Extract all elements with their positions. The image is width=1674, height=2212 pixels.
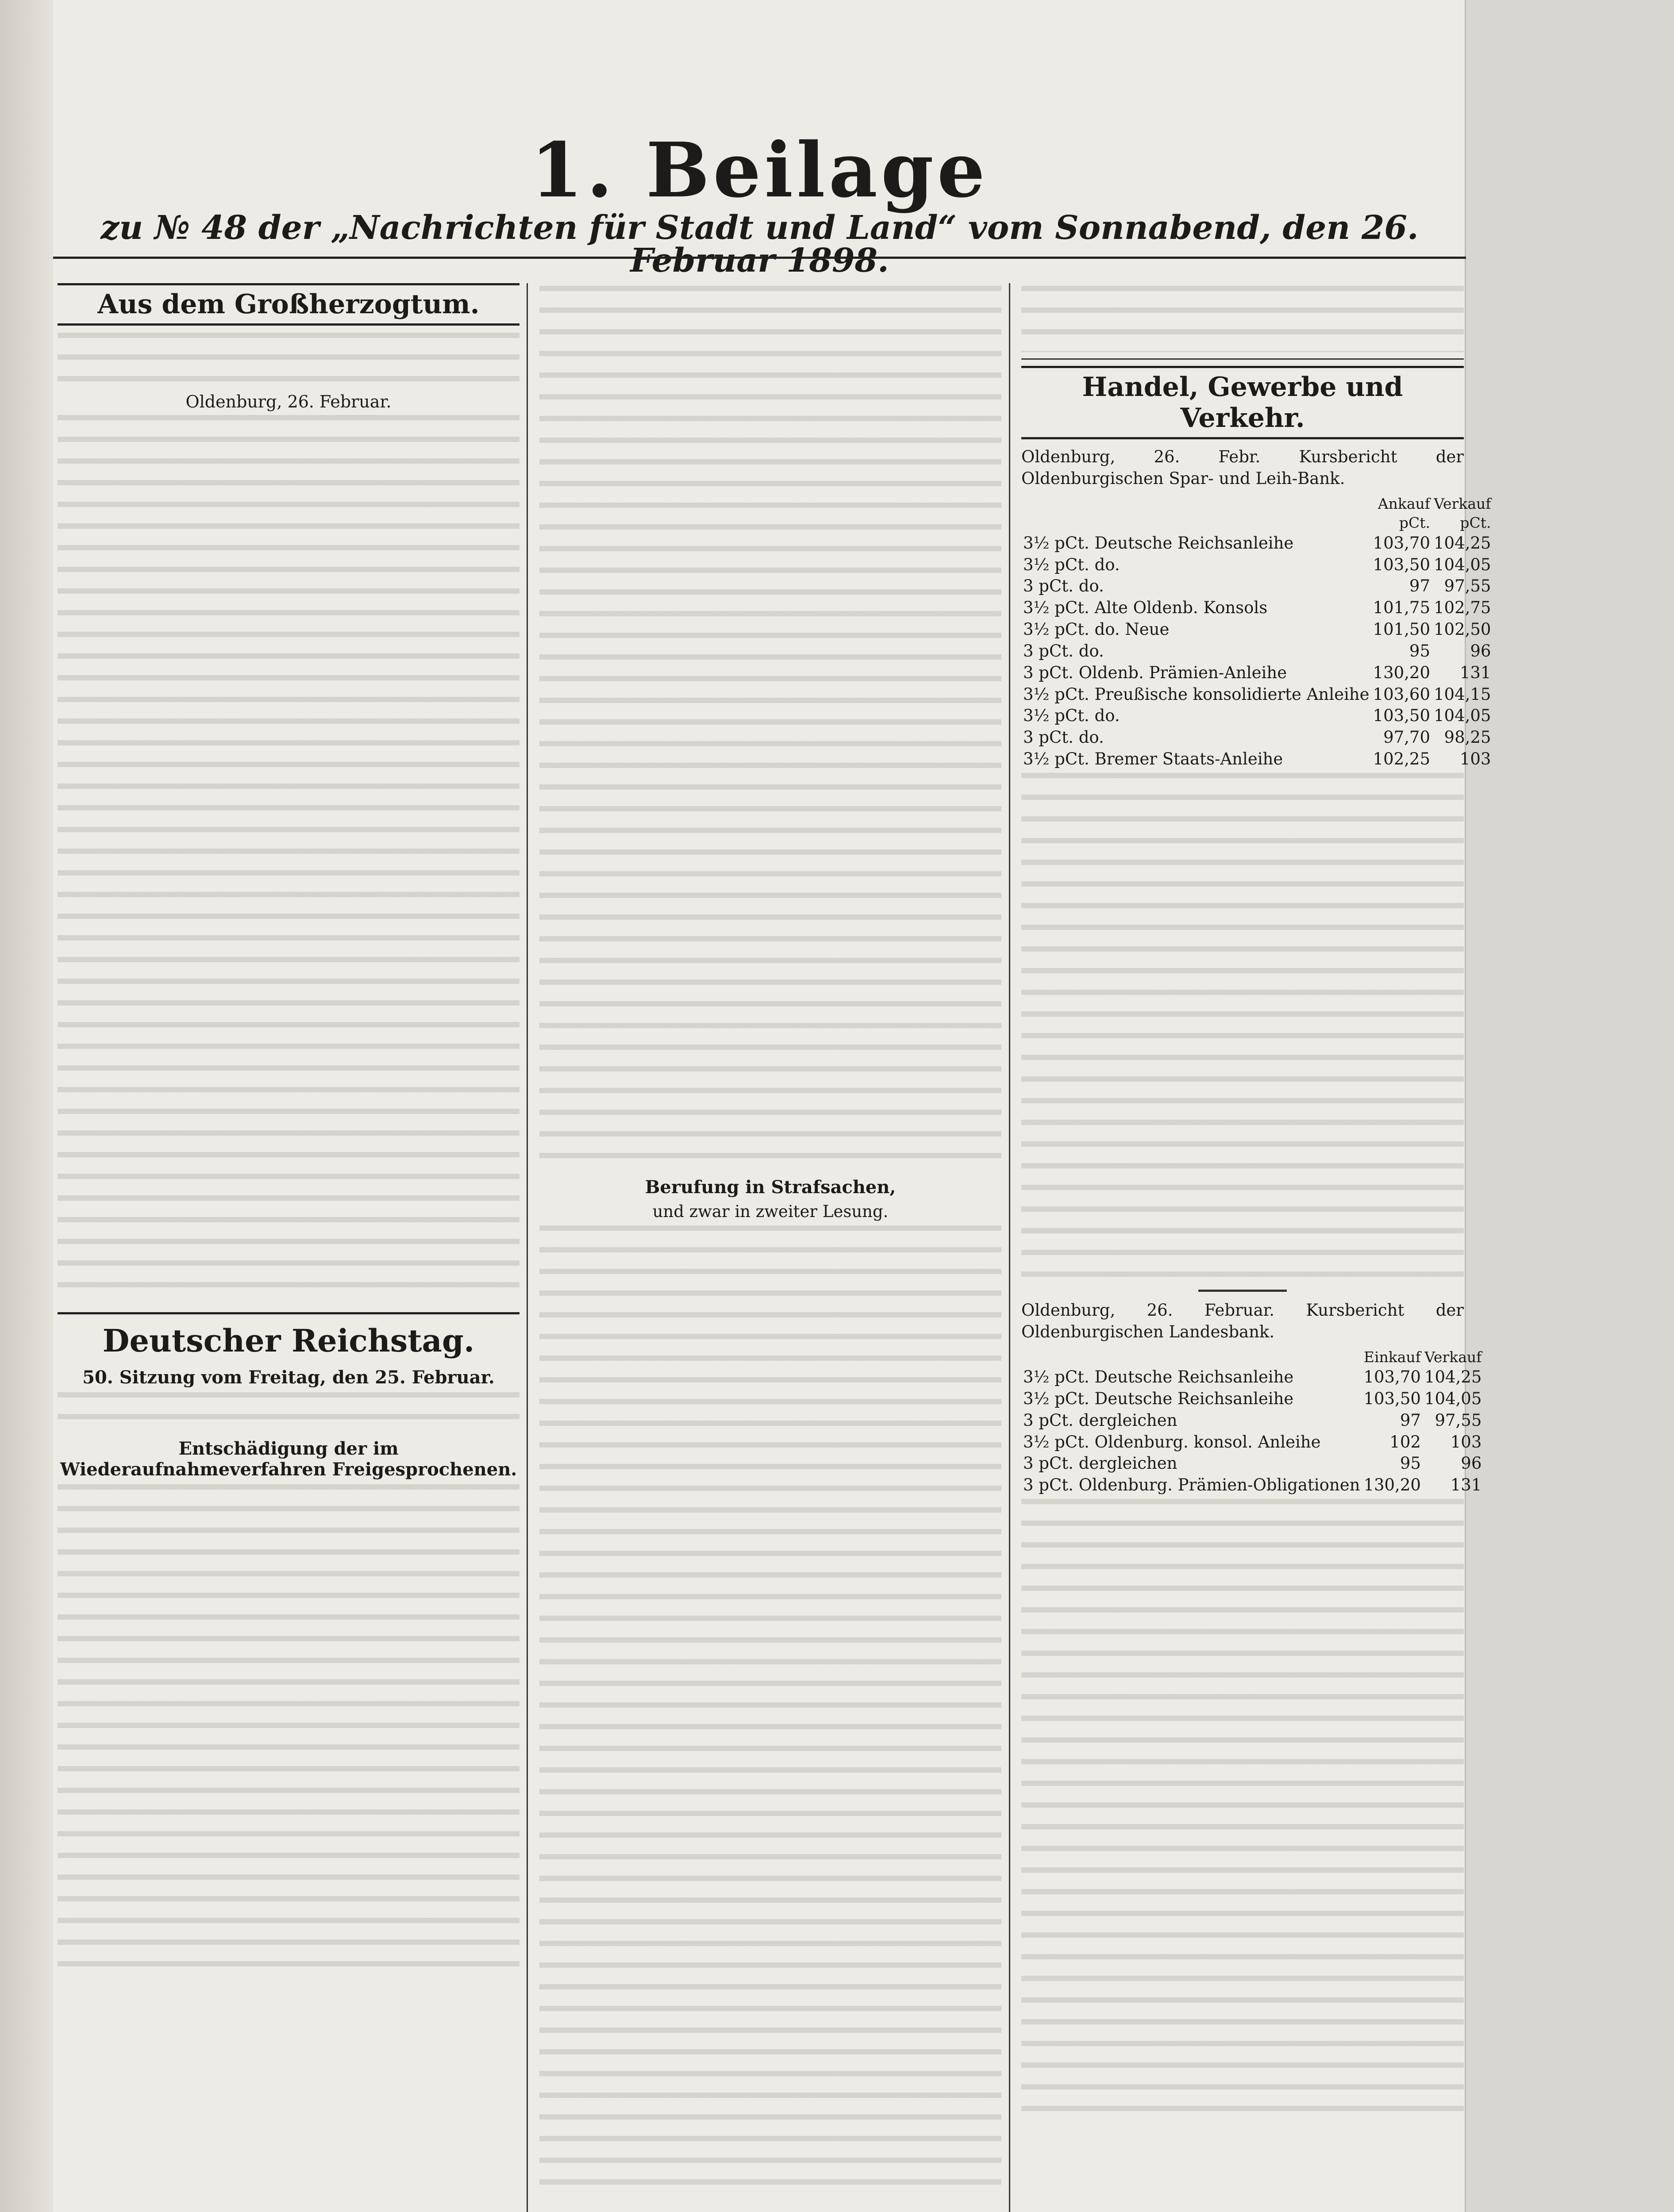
section-title-grossherzogtum: Aus dem Großherzogtum. <box>58 283 520 326</box>
text-block <box>1021 286 1464 352</box>
unit-label: pCt. <box>1399 514 1430 532</box>
table-row: 3 pCt. Oldenburg. Prämien-Obligationen 130,20 131 <box>1023 1475 1482 1495</box>
section-title-reichstag: Deutscher Reichstag. <box>58 1312 520 1359</box>
table-row: 3½ pCt. do. 103,50 104,05 <box>1023 555 1491 574</box>
report-title: Kursbericht der Oldenburgischen Landesbank. <box>1021 1300 1464 1341</box>
table-row: 3 pCt. do. 97,70 98,25 <box>1023 728 1491 747</box>
agenda-title: Entschädigung der im Wiederaufnahmeverfahren Freigesprochenen. <box>60 1438 517 1480</box>
table-row: 3 pCt. do. 97 97,55 <box>1023 576 1491 596</box>
section-title-handel: Handel, Gewerbe und Verkehr. <box>1021 366 1464 439</box>
left-gutter <box>0 0 53 2212</box>
subhead-berufung: Berufung in Strafsachen, <box>645 1177 896 1198</box>
table-row: 3 pCt. Oldenb. Prämien-Anleihe 130,20 131 <box>1023 663 1491 682</box>
text-block <box>58 1392 520 1432</box>
column-rule <box>527 283 528 2212</box>
table-row: 3 pCt. dergleichen 95 96 <box>1023 1454 1482 1473</box>
report-heading <box>1021 1300 1464 1343</box>
text-block <box>1021 1499 1464 2118</box>
table-row: 3 pCt. do. 95 96 <box>1023 641 1491 661</box>
col-buy: Einkauf <box>1363 1348 1421 1366</box>
masthead-rule <box>53 257 1466 259</box>
table-row: 3½ pCt. do. Neue 101,50 102,50 <box>1023 620 1491 639</box>
report-dateline: Oldenburg, 26. Febr. <box>1021 447 1261 466</box>
masthead-title: 1. Beilage <box>531 126 989 215</box>
column-right <box>1021 283 1491 2212</box>
table-row: 3½ pCt. Alte Oldenb. Konsols 101,75 102,75 <box>1023 598 1491 618</box>
col-sell: Verkauf <box>1424 1348 1482 1366</box>
column-middle <box>539 283 1001 2212</box>
unit-label: pCt. <box>1460 514 1491 532</box>
col-name <box>1021 494 1371 514</box>
table-row: 3½ pCt. do. 103,50 104,05 <box>1023 706 1491 726</box>
col-sell: Verkauf <box>1434 495 1491 512</box>
table-row: 3½ pCt. Bremer Staats-Anleihe 102,25 103 <box>1023 749 1491 769</box>
column-left <box>58 283 520 2212</box>
column-rule <box>1009 283 1010 2212</box>
divider <box>1021 358 1464 360</box>
report-title: Kursbericht der Oldenburgischen Spar- und Leih-Bank. <box>1021 447 1464 488</box>
table-row: 3½ pCt. Deutsche Reichsanleihe 103,70 104,25 <box>1023 1367 1482 1387</box>
text-block <box>58 415 520 1300</box>
masthead-subtitle: zu № 48 der „Nachrichten für Stadt und Land“ vom Sonnabend, den 26. Februar 1898. <box>100 209 1419 280</box>
dateline: Oldenburg, 26. Februar. <box>185 392 392 411</box>
report-dateline: Oldenburg, 26. Februar. <box>1021 1300 1275 1320</box>
subhead-note: und zwar in zweiter Lesung. <box>652 1202 889 1221</box>
session-heading: 50. Sitzung vom Freitag, den 25. Februar. <box>82 1367 495 1388</box>
text-block <box>58 1484 520 1971</box>
table-row: 3½ pCt. Deutsche Reichsanleihe 103,70 104,25 <box>1023 533 1491 553</box>
table-row: 3½ pCt. Deutsche Reichsanleihe 103,50 104,05 <box>1023 1389 1482 1408</box>
divider <box>1198 1290 1287 1292</box>
newspaper-page <box>53 0 1491 2212</box>
rates-table-sparbank <box>1021 494 1493 770</box>
report-heading <box>1021 446 1464 490</box>
text-block <box>539 286 1001 1171</box>
table-row: 3½ pCt. Preußische konsolidierte Anleihe 103,60 104,15 <box>1023 684 1491 704</box>
table-row: 3½ pCt. Oldenburg. konsol. Anleihe 102 103 <box>1023 1432 1482 1452</box>
col-buy: Ankauf <box>1378 495 1430 512</box>
rates-table-landesbank <box>1021 1348 1483 1497</box>
table-row: 3 pCt. dergleichen 97 97,55 <box>1023 1410 1482 1430</box>
text-block <box>1021 773 1464 1282</box>
text-block <box>539 1225 1001 2199</box>
text-block <box>58 333 520 386</box>
right-scan-margin <box>1465 0 1674 2212</box>
